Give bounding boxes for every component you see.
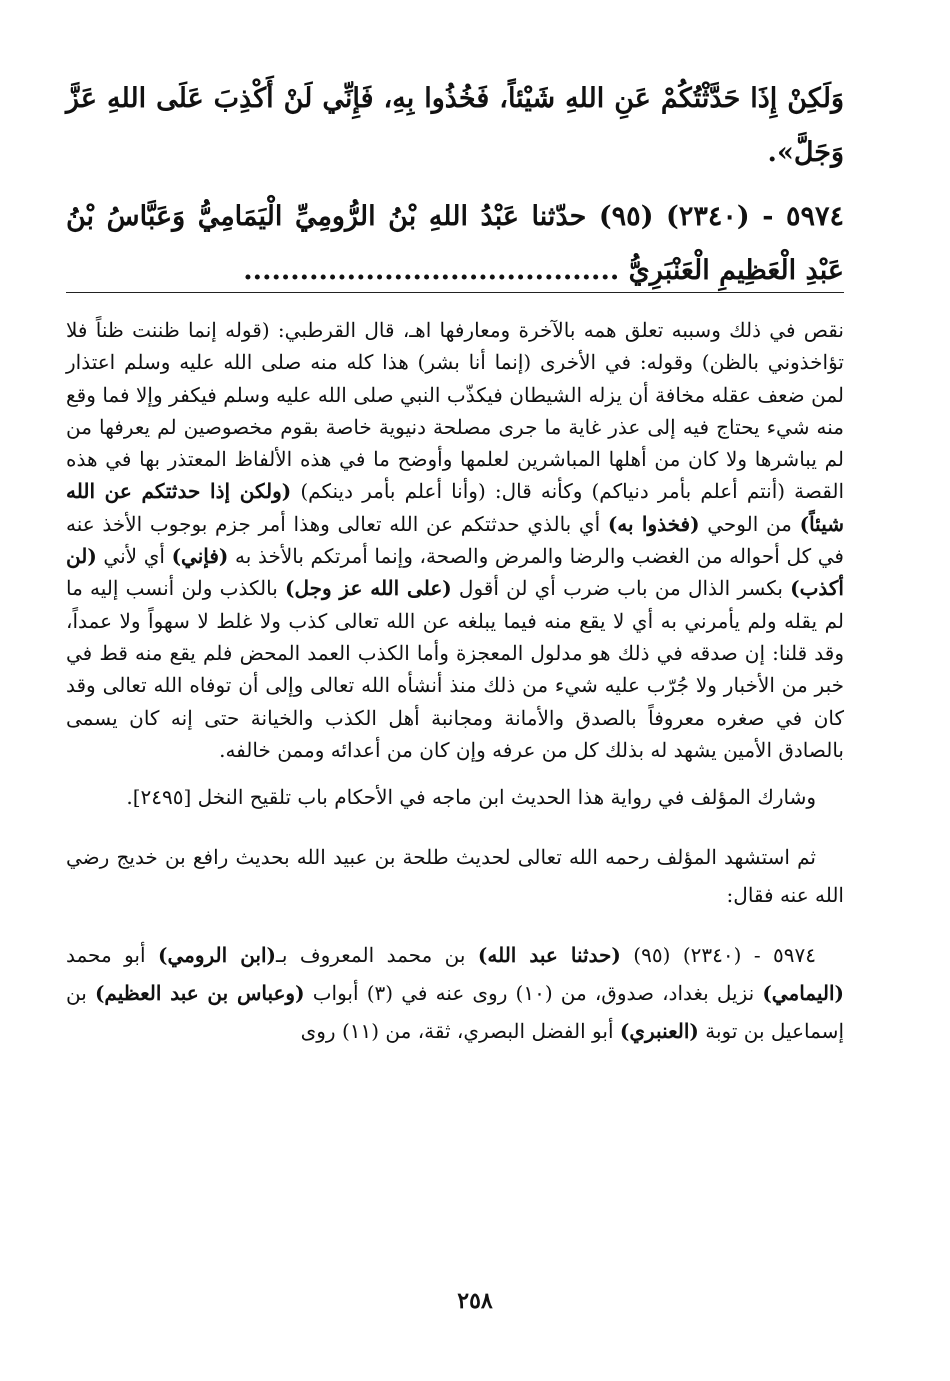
commentary-text: بالكذب ولن أنسب إليه ما لم يقله ولم يأمرني به أي لا يقع منه فيما يبلغه عن الله تعالى كذب ولا غلط لا سهواً ولا عمداً، وقد قلنا: إن صدقه في ذلك هو مدلول المعجزة وأما الكذب العمد المحض فلم يقع منه قط في خبر من الأخبار ولا جُرّب عليه شيء من ذلك منذ أنشأه الله تعالى وإلى أن توفاه الله تعالى وقد كان في صغره معروفاً بالصدق والأمانة ومجانبة أهل الكذب والخيانة حتى إنه كان يسمى بالصادق الأمين يشهد له بذلك كل من عرفه وإن كان من أعدائه وممن خالفه. [66,576,844,762]
page-number: ٢٥٨ [457,1288,493,1314]
page-body [66,70,844,1370]
isnad-narrator: (حدثنا عبد الله) [477,943,621,968]
hadith-text-line-2: ٥٩٧٤ - (٢٣٤٠) (٩٥) حدّثنا عَبْدُ اللهِ بْنُ الرُّومِيِّ الْيَمَامِيُّ وَعَبَّاسُ بْنُ عَبْدِ الْعَظِيمِ الْعَنْبَرِيُّ ........................................ [66,201,845,286]
isnad-text: أبو الفضل البصري، ثقة، من (١١) روى [300,1019,620,1044]
commentary-block [66,314,844,1050]
isnad-narrator: (وعباس بن عبد العظيم) [94,981,305,1006]
commentary-paragraph [66,314,844,766]
isnad-narrator: (العنبري) [619,1019,699,1044]
commentary-quote: (فخذوا به) [607,511,700,536]
isnad-text: نزيل بغداد، صدوق، من (١٠) روى عنه في (٣) أبواب [304,981,763,1006]
commentary-quote: (على الله عز وجل) [284,576,452,601]
commentary-text: نقص في ذلك وسببه تعلق همه بالآخرة ومعارفها اهـ، قال القرطبي: (قوله إنما ظننت ظناً فلا تؤاخذوني بالظن) وقوله: في الأخرى (إنما أنا بشر) هذا كله منه صلى الله عليه وسلم اعتذار لمن ضعف عقله مخافة أن يزله الشيطان فيكذّب النبي صلى الله عليه وسلم فيكفر وإلا فما وقع منه شيء يحتاج فيه إلى عذر غاية ما جرى مصلحة دنيوية خاصة بقوم مخصوصين لم يعرفها من لم يباشرها ولا كان من أهلها المباشرين لعلمها وأوضح ما في هذه الألفاظ المعتذر بها في هذه القصة (أنتم أعلم بأمر دنياكم) وكأنه قال: (وأنا أعلم بأمر دينكم) [66,318,845,504]
commentary-quote: (لن أكذب) [66,544,844,601]
sharing-note-paragraph: وشارك المؤلف في رواية هذا الحديث ابن ماجه في الأحكام باب تلقيح النخل [٢٤٩٥]. [126,785,816,810]
commentary-text: من الوحي [699,511,800,536]
hadith-text-line-1: وَلَكِنْ إِذَا حَدَّثْتُكُمْ عَنِ اللهِ شَيْئاً، فَخُذُوا بِهِ، فَإِنِّي لَنْ أَكْذِبَ عَلَى اللهِ عَزَّ وَجَلَّ». [66,83,844,168]
footnote-divider [66,292,844,293]
isnad-text: ٥٩٧٤ - (٢٣٤٠) (٩٥) [620,943,816,968]
isnad-narrator: (اليمامي) [762,981,844,1006]
isnad-text: بن محمد المعروف بـ [276,943,478,968]
istishhad-paragraph: ثم استشهد المؤلف رحمه الله تعالى لحديث طلحة بن عبيد الله بحديث رافع بن خديج رضي الله عنه فقال: [66,845,844,908]
isnad-text: بن إسماعيل بن توبة [66,981,844,1044]
commentary-quote: (ولكن إذا حدثتكم عن الله شيئاً) [66,479,844,536]
isnad-narrator: (ابن الرومي) [157,943,277,968]
commentary-text: بكسر الذال من باب ضرب أي لن أقول [451,576,791,601]
commentary-quote: (فإني) [171,544,229,569]
isnad-text: أبو محمد [66,943,158,968]
commentary-text: أي لأني [96,544,172,569]
commentary-text: أي بالذي حدثتكم عن الله تعالى وهذا أمر جزم بوجوب الأخذ عنه في كل أحواله من الغضب والرضا والمرض والصحة، وإنما أمرتكم بالأخذ به [66,511,844,569]
isnad-paragraph [66,936,844,1050]
